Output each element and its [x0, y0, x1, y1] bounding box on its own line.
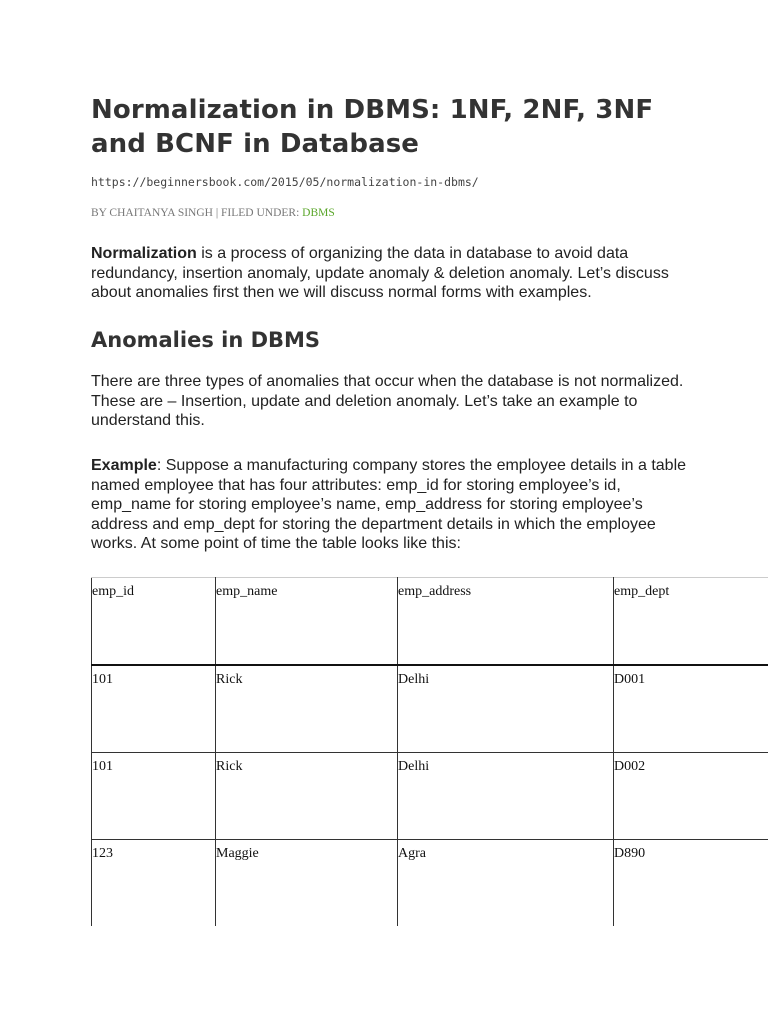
table-cell: Rick: [216, 753, 398, 840]
table-cell: 123: [92, 840, 216, 927]
intro-paragraph: [91, 244, 691, 303]
header-cell: emp_name: [216, 578, 398, 666]
example-term: Example: [91, 457, 157, 474]
header-cell: emp_dept: [614, 578, 768, 666]
table-cell: Maggie: [216, 840, 398, 927]
employee-table-container: [91, 577, 768, 926]
example-paragraph: [91, 456, 691, 554]
table-row: [92, 840, 768, 927]
table-cell: 101: [92, 753, 216, 840]
byline-author: BY CHAITANYA SINGH | FILED UNDER:: [91, 207, 303, 219]
table-cell: Delhi: [398, 753, 614, 840]
section-heading: Anomalies in DBMS: [91, 328, 321, 352]
source-url: https://beginnersbook.com/2015/05/normalization-in-dbms/: [91, 175, 479, 189]
table-cell: D001: [614, 665, 768, 753]
example-text: : Suppose a manufacturing company stores the employee details in a table named employee that has four attributes: emp_id for storing employee’s id, emp_name for storing employee’s name, emp_address for storing employee’s address and emp_dept for storing the department details in which the employee works. At some point of time the table looks like this:: [91, 457, 687, 552]
header-cell: emp_id: [92, 578, 216, 666]
employee-table: [91, 577, 768, 926]
table-row: [92, 753, 768, 840]
anomalies-paragraph: There are three types of anomalies that occur when the database is not normalized. These are – Insertion, update and deletion anomaly. Let’s take an example to understand this.: [91, 373, 684, 429]
header-cell: emp_address: [398, 578, 614, 666]
table-cell: D002: [614, 753, 768, 840]
category-link[interactable]: DBMS: [302, 207, 335, 219]
table-cell: D890: [614, 840, 768, 927]
table-cell: Delhi: [398, 665, 614, 753]
table-cell: 101: [92, 665, 216, 753]
intro-text: is a process of organizing the data in database to avoid data redundancy, insertion anomaly, update anomaly & deletion anomaly. Let’s discuss about anomalies first then we will discuss normal forms with examples.: [91, 245, 669, 301]
table-cell: Rick: [216, 665, 398, 753]
byline: [91, 207, 335, 219]
page-title: Normalization in DBMS: 1NF, 2NF, 3NF and BCNF in Database: [91, 95, 654, 159]
table-cell: Agra: [398, 840, 614, 927]
intro-term: Normalization: [91, 245, 197, 262]
table-row: [92, 665, 768, 753]
table-header-row: [92, 578, 768, 666]
